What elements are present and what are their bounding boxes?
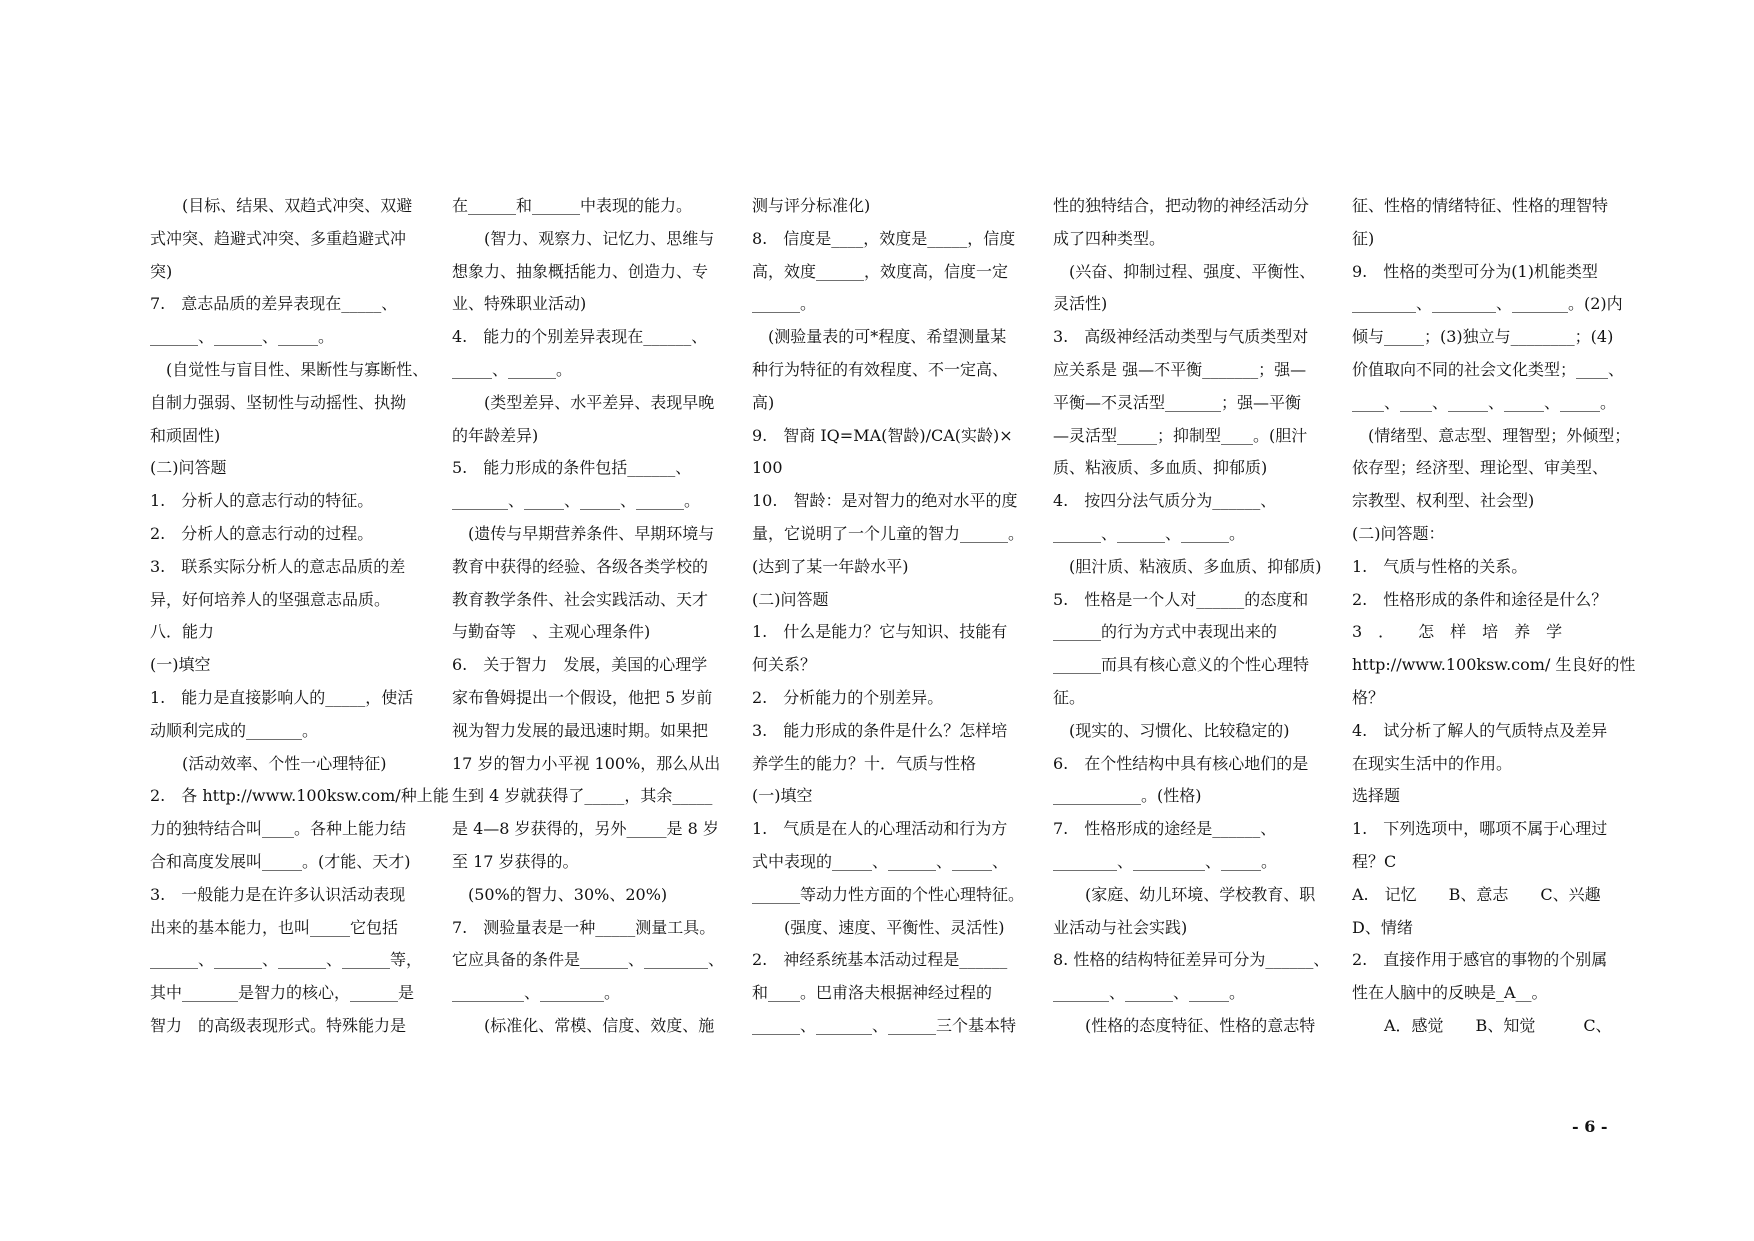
text-line: 和____。巴甫洛夫根据神经过程的 — [752, 983, 993, 1003]
text-line: 价值取向不同的社会文化类型；____、 — [1352, 359, 1625, 379]
text-line: (二)问答题 — [150, 458, 227, 478]
text-line: 4. 按四分法气质分为______、 — [1053, 491, 1277, 511]
text-line: 宗教型、权利型、社会型) — [1352, 491, 1535, 511]
text-line: ______的行为方式中表现出来的 — [1053, 622, 1278, 642]
text-column-4 — [1053, 190, 1330, 1040]
text-line: 5. 能力形成的条件包括______、 — [452, 458, 692, 478]
text-line: 2. 各 http://www.100ksw.com/种上能 — [150, 786, 449, 806]
text-line: (标准化、常模、信度、效度、施 — [452, 1015, 715, 1035]
text-line: 1. 气质与性格的关系。 — [1352, 556, 1528, 576]
text-line: 程？C — [1352, 851, 1397, 871]
text-line: (性格的态度特征、性格的意志特 — [1053, 1015, 1316, 1035]
text-line: 4. 能力的个别差异表现在______、 — [452, 327, 708, 347]
text-line: (二)问答题： — [1352, 523, 1445, 543]
text-line: _____、______。 — [452, 359, 573, 379]
text-line: ______、______、_____。 — [150, 327, 335, 347]
text-line: 业活动与社会实践) — [1053, 917, 1188, 937]
text-line: 征。 — [1053, 687, 1086, 707]
text-line: (50%的智力、30%、20%) — [452, 884, 668, 904]
text-line: ______、______、______、______等， — [150, 950, 423, 970]
text-line: ___________。(性格) — [1053, 786, 1202, 806]
text-line: 性的独特结合，把动物的神经活动分 — [1053, 196, 1310, 215]
text-column-3 — [752, 190, 1025, 1040]
text-line: (测验量表的可*程度、希望测量某 — [752, 327, 1007, 347]
text-line: 量，它说明了一个儿童的智力______。 — [752, 523, 1025, 543]
text-line: 灵活性) — [1053, 294, 1108, 314]
text-line: 突) — [150, 261, 173, 281]
text-line: 业、特殊职业活动) — [452, 294, 587, 314]
text-column-1 — [150, 190, 449, 1040]
text-line: 8. 信度是____，效度是_____，信度 — [752, 228, 1016, 248]
text-line: 1. 气质是在人的心理活动和行为方 — [752, 819, 1008, 839]
text-line: (一)填空 — [150, 655, 211, 675]
text-line: 9. 智商 IQ=MA(智龄)/CA(实龄)× — [752, 425, 1013, 445]
text-line: 教育教学条件、社会实践活动、天才 — [452, 589, 709, 609]
text-line: 1. 什么是能力？它与知识、技能有 — [752, 622, 1008, 642]
text-line: 测与评分标准化) — [752, 196, 871, 215]
text-line: 4. 试分析了解人的气质特点及差异 — [1352, 720, 1608, 740]
text-line: (家庭、幼儿环境、学校教育、职 — [1053, 884, 1316, 904]
text-line: 2. 直接作用于感官的事物的个别属 — [1352, 950, 1608, 970]
text-line: 7. 性格形成的途经是______、 — [1053, 819, 1277, 839]
text-line: (类型差异、水平差异、表现早晚 — [452, 392, 715, 412]
text-line: http://www.100ksw.com/ 生良好的性 — [1352, 655, 1636, 675]
text-line: 3. 联系实际分析人的意志品质的差 — [150, 556, 406, 576]
text-line: 和顽固性) — [150, 425, 221, 445]
text-line: 2. 分析人的意志行动的过程。 — [150, 523, 374, 543]
text-line: A. 记忆 B、意志 C、兴趣 — [1352, 884, 1601, 904]
text-line: 5. 性格是一个人对______的态度和 — [1053, 589, 1309, 609]
text-line: 倾与_____；(3)独立与________；(4) — [1352, 327, 1614, 347]
text-line: 2. 性格形成的条件和途径是什么？ — [1352, 589, 1608, 609]
text-line: 高) — [752, 392, 775, 412]
text-line: 7. 意志品质的差异表现在_____、 — [150, 294, 398, 314]
text-line: ________、_________、_____。 — [1053, 851, 1278, 871]
text-line: 8. 性格的结构特征差异可分为______、 — [1053, 950, 1330, 970]
text-line: (自觉性与盲目性、果断性与寡断性、 — [150, 359, 429, 379]
text-line: 6. 在个性结构中具有核心地们的是 — [1053, 753, 1309, 773]
text-line: 100 — [752, 458, 783, 478]
text-line: 6. 关于智力 发展，美国的心理学 — [452, 655, 708, 675]
text-line: 高，效度______，效度高，信度一定 — [752, 261, 1009, 281]
text-line: (二)问答题 — [752, 589, 829, 609]
text-line: _________、________。 — [452, 983, 621, 1003]
text-line: (活动效率、个性一心理特征) — [150, 753, 387, 773]
text-line: 想象力、抽象概括能力、创造力、专 — [452, 261, 709, 281]
text-line: 家布鲁姆提出一个假设，他把 5 岁前 — [452, 687, 713, 707]
text-line: 与勤奋等 、主观心理条件) — [452, 622, 651, 642]
text-line: 7. 测验量表是一种_____测量工具。 — [452, 917, 716, 937]
text-line: 是 4—8 岁获得的，另外_____是 8 岁 — [452, 819, 719, 839]
text-line: (现实的、习惯化、比较稳定的) — [1053, 720, 1290, 740]
text-line: (兴奋、抑制过程、强度、平衡性、 — [1053, 261, 1316, 281]
text-line: A．感觉 B、知觉 C、 — [1352, 1015, 1612, 1035]
text-line: 它应具备的条件是______、________、 — [452, 950, 725, 970]
text-line: (强度、速度、平衡性、灵活性) — [752, 917, 1005, 937]
text-line: 1. 下列选项中，哪项不属于心理过 — [1352, 819, 1608, 839]
text-line: 17 岁的智力小平视 100%，那么从出 — [452, 753, 721, 773]
text-line: 依存型；经济型、理论型、审美型、 — [1352, 458, 1609, 478]
text-line: 何关系？ — [752, 655, 817, 675]
text-column-2 — [452, 190, 725, 1040]
page-number: - 6 - — [1572, 1117, 1608, 1136]
text-line: 八．能力 — [150, 622, 215, 642]
text-line: ______而具有核心意义的个性心理特 — [1053, 655, 1310, 675]
text-line: 种行为特征的有效程度、不一定高、 — [752, 359, 1009, 379]
text-line: 生到 4 岁就获得了_____，其余_____ — [452, 786, 713, 806]
text-line: 至 17 岁获得的。 — [452, 851, 579, 871]
text-line: 式中表现的_____、______、_____、 — [752, 851, 1009, 871]
text-line: (情绪型、意志型、理智型；外倾型； — [1352, 425, 1631, 445]
text-line: 1. 分析人的意志行动的特征。 — [150, 491, 374, 511]
text-line: 9. 性格的类型可分为(1)机能类型 — [1352, 261, 1598, 281]
text-line: (达到了某一年龄水平) — [752, 556, 909, 576]
text-line: 10. 智龄：是对智力的绝对水平的度 — [752, 491, 1018, 511]
text-line: 性在人脑中的反映是_A__。 — [1352, 983, 1548, 1003]
text-line: 2. 神经系统基本活动过程是______ — [752, 950, 1008, 970]
text-line: 在现实生活中的作用。 — [1352, 753, 1513, 773]
text-line: 养学生的能力？十．气质与性格 — [752, 753, 977, 773]
text-line: (遗传与早期营养条件、早期环境与 — [452, 523, 715, 543]
text-line: ________、________、_______。(2)内 — [1352, 294, 1623, 314]
text-line: ____、____、_____、_____、_____。 — [1352, 392, 1617, 412]
text-line: 格？ — [1352, 687, 1385, 707]
text-line: 3 ． 怎 样 培 养 学 — [1352, 622, 1563, 642]
text-column-5 — [1352, 190, 1636, 1040]
text-line: 应关系是 强—不平衡_______；强— — [1053, 359, 1307, 379]
text-line: 视为智力发展的最迅速时期。如果把 — [452, 720, 709, 740]
text-line: 异，好何培养人的坚强意志品质。 — [150, 589, 391, 609]
text-line: ______、______、______。 — [1053, 523, 1246, 543]
text-line: 平衡—不灵活型_______；强—平衡 — [1053, 392, 1302, 412]
text-line: _______、_____、_____、______。 — [452, 491, 701, 511]
text-line: (一)填空 — [752, 786, 813, 806]
text-line: 成了四种类型。 — [1053, 228, 1166, 248]
text-line: 征) — [1352, 228, 1375, 248]
text-line: ______。 — [752, 294, 817, 314]
text-line: 动顺利完成的_______。 — [150, 720, 319, 740]
text-line: (目标、结果、双趋式冲突、双避 — [150, 196, 413, 215]
text-line: 合和高度发展叫_____。(才能、天才) — [150, 851, 411, 871]
text-line: 出来的基本能力，也叫_____它包括 — [150, 917, 399, 937]
text-line: 力的独特结合叫____。各种上能力结 — [150, 819, 407, 839]
text-line: 选择题 — [1352, 786, 1401, 806]
text-line: 其中_______是智力的核心，______是 — [150, 983, 415, 1003]
text-line: 教育中获得的经验、各级各类学校的 — [452, 556, 709, 576]
text-line: (智力、观察力、记忆力、思维与 — [452, 228, 715, 248]
text-line: —灵活型_____；抑制型____。(胆汁 — [1053, 425, 1308, 445]
text-line: 式冲突、趋避式冲突、多重趋避式冲 — [150, 228, 407, 248]
text-line: 3. 能力形成的条件是什么？怎样培 — [752, 720, 1008, 740]
text-line: 在______和______中表现的能力。 — [452, 196, 693, 215]
text-line: 的年龄差异) — [452, 425, 539, 445]
text-line: 智力 的高级表现形式。特殊能力是 — [150, 1015, 407, 1035]
text-line: 征、性格的情绪特征、性格的理智特 — [1352, 196, 1609, 215]
text-line: _______、______、_____。 — [1053, 983, 1246, 1003]
text-line: (胆汁质、粘液质、多血质、抑郁质) — [1053, 556, 1322, 576]
text-line: 质、粘液质、多血质、抑郁质) — [1053, 458, 1268, 478]
text-line: 3. 一般能力是在许多认识活动表现 — [150, 884, 406, 904]
text-line: 1. 能力是直接影响人的_____，使活 — [150, 687, 414, 707]
text-line: 自制力强弱、坚韧性与动摇性、执拗 — [150, 392, 407, 412]
text-line: ______等动力性方面的个性心理特征。 — [752, 884, 1025, 904]
text-line: 3. 高级神经活动类型与气质类型对 — [1053, 327, 1309, 347]
text-line: D、情绪 — [1352, 917, 1413, 937]
text-line: ______、_______、______三个基本特 — [752, 1015, 1017, 1035]
text-line: 2. 分析能力的个别差异。 — [752, 687, 944, 707]
